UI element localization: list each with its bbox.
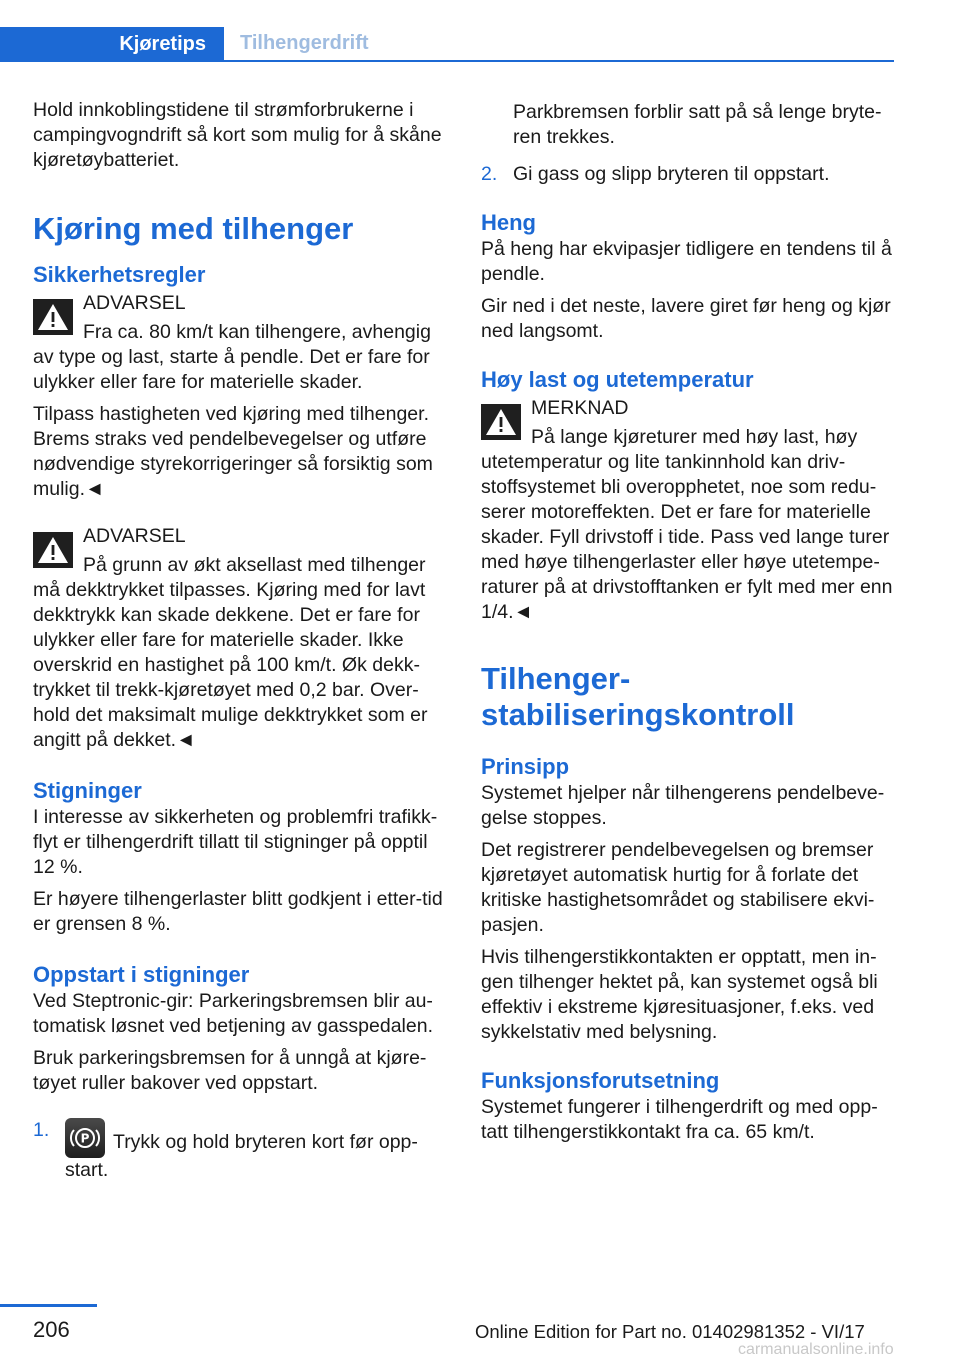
- step-text: Gi gass og slipp bryteren til oppstart.: [513, 163, 830, 185]
- step-text: [65, 1118, 449, 1183]
- warning-triangle-icon: [33, 532, 73, 568]
- paragraph: Hvis tilhengerstikkontakten er opptatt, men in-gen tilhenger hektet på, kan systemet også bli effektiv i ekstreme kjøresituasjoner, f.eks. ved sykkelstativ med belysning.: [481, 946, 878, 1043]
- edition-note: Online Edition for Part no. 01402981352 - VI/17: [475, 1321, 865, 1342]
- page-number: 206: [33, 1317, 70, 1342]
- warning-block-1: [33, 291, 449, 502]
- parking-brake-button-icon: [65, 1118, 105, 1158]
- left-column: [33, 98, 449, 1190]
- subsection-downhill: Heng: [481, 210, 536, 235]
- svg-text:P: P: [80, 1131, 90, 1146]
- step-1: [33, 1118, 449, 1183]
- step-1-continued: Parkbremsen forblir satt på så lenge bryte-ren trekkes.: [513, 101, 882, 148]
- subsection-prerequisite: Funksjonsforutsetning: [481, 1068, 720, 1093]
- paragraph: Gir ned i det neste, lavere giret før heng og kjør ned langsomt.: [481, 295, 891, 342]
- page-header: [0, 0, 894, 62]
- warning-text: Tilpass hastigheten ved kjøring med tilhenger. Brems straks ved pendelbevegelser og utføre nødvendige styrekorrigeringer så forsiktig som mulig.◄: [33, 403, 433, 500]
- step-label: Trykk og hold bryteren kort før opp-start.: [65, 1131, 418, 1181]
- warning-first-line: Fra ca. 80 km/t kan tilhengere, avhengig: [83, 321, 431, 343]
- title-line: Tilhenger-: [481, 661, 631, 696]
- section-title-trailer-stability: [481, 661, 899, 733]
- tab-driving-tips: Kjøretips: [0, 27, 224, 62]
- paragraph: Systemet hjelper når tilhengerens pendelbeve-gelse stoppes.: [481, 782, 885, 829]
- right-column: [481, 100, 899, 1152]
- note-text: utetemperatur og lite tankinnhold kan driv-stoffsystemet bli overopphetet, noe som redu-serer motoreffekten. Det er fare for materielle skader. Fyll drivstoff i tide. Pass ved lange turer med høye tilhengerlaster eller høye utetempe-raturer på at drivstofftanken er fylt med mer enn 1/4.◄: [481, 451, 893, 623]
- subsection-heavy-load: Høy last og utetemperatur: [481, 367, 754, 392]
- paragraph: Bruk parkeringsbremsen for å unngå at kjøre-tøyet ruller bakover ved oppstart.: [33, 1047, 427, 1094]
- subsection-slopes: Stigninger: [33, 778, 142, 803]
- watermark: carmanualsonline.info: [738, 1341, 894, 1358]
- note-first-line: På lange kjøreturer med høy last, høy: [531, 426, 858, 448]
- warning-first-line: På grunn av økt aksellast med tilhenger: [83, 554, 426, 576]
- subsection-safety-rules: Sikkerhetsregler: [33, 262, 206, 287]
- step-2: [481, 162, 899, 187]
- paragraph: Systemet fungerer i tilhengerdrift og med opp-tatt tilhengerstikkontakt fra ca. 65 km/t.: [481, 1096, 878, 1143]
- warning-triangle-icon: [33, 299, 73, 335]
- intro-paragraph: Hold innkoblingstidene til strømforbrukerne i campingvogndrift så kort som mulig for å skåne kjøretøybatteriet.: [33, 99, 442, 171]
- footer-rule: [0, 1304, 97, 1307]
- paragraph: I interesse av sikkerheten og problemfri trafikk-flyt er tilhengerdrift tillatt til stigninger på opptil 12 %.: [33, 806, 438, 878]
- paragraph: Ved Steptronic-gir: Parkeringsbremsen blir au-tomatisk løsnet ved betjening av gasspedalen.: [33, 990, 433, 1037]
- tab-trailer-operation: Tilhengerdrift: [240, 32, 369, 54]
- warning-text: må dekktrykket tilpasses. Kjøring med for lavt dekktrykk kan skade dekkene. Det er fare for ulykker eller fare for materielle skader. Ikke overskrid en hastighet på 100 km/t. Øk dekk-trykket til trekk-kjøretøyet med 0,2 bar. Over-hold det maksimalt mulige dekktrykket som er angitt på dekket.◄: [33, 579, 428, 751]
- title-line: stabiliseringskontroll: [481, 697, 795, 732]
- paragraph: Er høyere tilhengerlaster blitt godkjent i etter-tid er grensen 8 %.: [33, 888, 443, 935]
- step-number: 2.: [481, 163, 498, 185]
- section-title-towing: Kjøring med tilhenger: [33, 211, 354, 246]
- subsection-principle: Prinsipp: [481, 754, 570, 779]
- paragraph: På heng har ekvipasjer tidligere en tendens til å pendle.: [481, 238, 892, 285]
- warning-block-2: [33, 524, 449, 753]
- note-block: [481, 396, 899, 625]
- warning-triangle-icon: [481, 404, 521, 440]
- subsection-hill-start: Oppstart i stigninger: [33, 962, 250, 987]
- warning-text: av type og last, starte å pendle. Det er fare for ulykker eller fare for materielle skader.: [33, 346, 430, 393]
- warning-title: ADVARSEL: [83, 292, 186, 314]
- step-number: 1.: [33, 1119, 50, 1141]
- header-rule: [0, 60, 894, 62]
- warning-title: ADVARSEL: [83, 525, 186, 547]
- note-title: MERKNAD: [531, 397, 629, 419]
- paragraph: Det registrerer pendelbevegelsen og bremser kjøretøyet automatisk hurtig for å forlate det kritiske hastighetsområdet og stabilisere ekvi-pasjen.: [481, 839, 875, 936]
